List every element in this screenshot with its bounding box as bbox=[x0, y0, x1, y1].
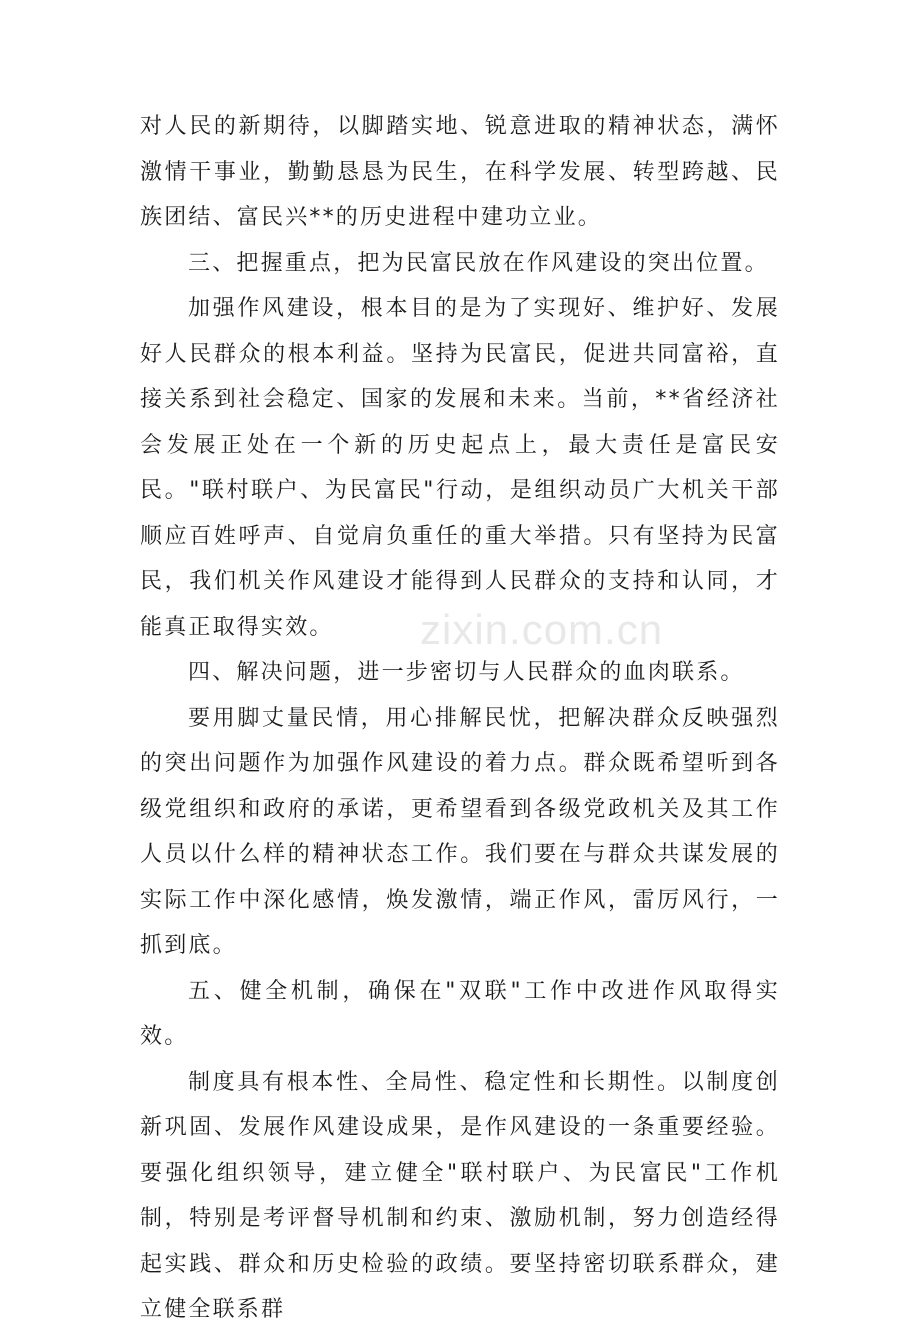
section-heading-3: 三、把握重点，把为民富民放在作风建设的突出位置。 bbox=[188, 250, 769, 276]
paragraph-section-5: 制度具有根本性、全局性、稳定性和长期性。以制度创新巩固、发展作风建设成果，是作风建设的一条重要经验。要强化组织领导，建立健全"联村联户、为民富民"工作机制，特别是考评督导机制和约束、激励机制，努力创造经得起实践、群众和历史检验的政绩。要坚持密切联系群众，建立健全联系群 bbox=[140, 1069, 780, 1322]
paragraph-section-3: 加强作风建设，根本目的是为了实现好、维护好、发展好人民群众的根本利益。坚持为民富民，促进共同富裕，直接关系到社会稳定、国家的发展和未来。当前，**省经济社会发展正处在一个新的历史起点上，最大责任是富民安民。"联村联户、为民富民"行动，是组织动员广大机关干部顺应百姓呼声、自觉肩负重任的重大举措。只有坚持为民富民，我们机关作风建设才能得到人民群众的支持和认同，才能真正取得实效。 bbox=[140, 296, 780, 640]
paragraph-continuation: 对人民的新期待，以脚踏实地、锐意进取的精神状态，满怀激情干事业，勤勤恳恳为民生，在科学发展、转型跨越、民族团结、富民兴**的历史进程中建功立业。 bbox=[140, 114, 780, 230]
document-body bbox=[140, 104, 780, 1333]
watermark: zixin.com.cn bbox=[420, 606, 664, 653]
section-heading-5: 五、健全机制，确保在"双联"工作中改进作风取得实效。 bbox=[140, 978, 780, 1049]
paragraph-section-4: 要用脚丈量民情，用心排解民忧，把解决群众反映强烈的突出问题作为加强作风建设的着力点。群众既希望听到各级党组织和政府的承诺，更希望看到各级党政机关及其工作人员以什么样的精神状态工作。我们要在与群众共谋发展的实际工作中深化感情，焕发激情，端正作风，雷厉风行，一抓到底。 bbox=[140, 705, 780, 958]
section-heading-4: 四、解决问题，进一步密切与人民群众的血肉联系。 bbox=[188, 660, 745, 685]
